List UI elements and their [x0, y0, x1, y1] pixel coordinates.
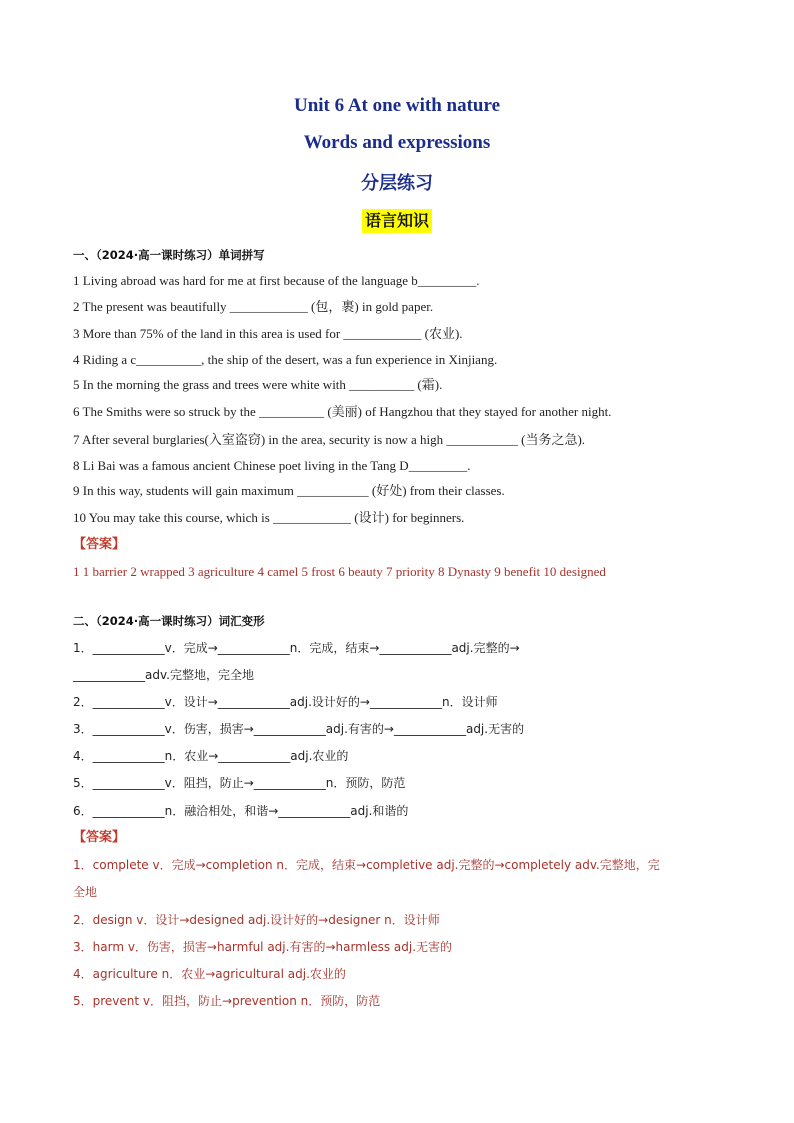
- s1-question-5: 5 In the morning the grass and trees were white with __________ (霜).: [73, 377, 443, 392]
- s1-question-8: 8 Li Bai was a famous ancient Chinese poet living in the Tang D_________.: [73, 458, 471, 473]
- section1-heading: 一、（2024·高一课时练习）单词拼写: [73, 248, 265, 262]
- unit-title: Unit 6 At one with nature: [293, 95, 501, 116]
- s2-question-2: 2．____________v．设计→____________adj.设计好的→____________n．设计师: [73, 695, 498, 709]
- s1-question-2: 2 The present was beautifully ____________ (包，裹) in gold paper.: [73, 299, 434, 314]
- s2-answer-1: 1．complete v．完成→completion n．完成，结束→completive adj.完整的→completely adv.完整地，完: [73, 858, 660, 872]
- s1-question-9: 9 In this way, students will gain maximum ___________ (好处) from their classes.: [73, 483, 505, 498]
- s2-answer-3: 3．harm v．伤害，损害→harmful adj.有害的→harmless adj.无害的: [73, 940, 453, 954]
- s1-question-6: 6 The Smiths were so struck by the __________ (美丽) of Hangzhou that they stayed for another night.: [73, 404, 612, 419]
- s2-answer-5: 5．prevent v．阻挡，防止→prevention n．预防，防范: [73, 994, 381, 1008]
- section-badge-wrap: [0, 209, 794, 233]
- subtitle: Words and expressions: [303, 132, 491, 153]
- section-badge: 语言知识: [362, 209, 432, 233]
- s1-question-10: 10 You may take this course, which is ____________ (设计) for beginners.: [73, 510, 465, 525]
- s2-question-5: 5．____________v．阻挡，防止→____________n．预防，防范: [73, 776, 406, 790]
- section2-heading: 二、（2024·高一课时练习）词汇变形: [73, 614, 265, 628]
- s1-question-4: 4 Riding a c__________, the ship of the desert, was a fun experience in Xinjiang.: [73, 352, 498, 367]
- s1-question-3: 3 More than 75% of the land in this area is used for ____________ (农业).: [73, 326, 463, 341]
- s1-answer-text: 1 1 barrier 2 wrapped 3 agriculture 4 camel 5 frost 6 beauty 7 priority 8 Dynasty 9 benefit 10 designed: [73, 564, 606, 579]
- s2-answer-4: 4．agriculture n．农业→agricultural adj.农业的: [73, 967, 346, 981]
- s2-question-6: 6．____________n．融洽相处，和谐→____________adj.和谐的: [73, 804, 409, 818]
- s2-answer-2: 2．design v．设计→designed adj.设计好的→designer n．设计师: [73, 913, 440, 927]
- s2-question-1-cont: ____________adv.完整地，完全地: [73, 668, 254, 682]
- s2-answer-label: 【答案】: [73, 830, 126, 845]
- s2-question-4: 4．____________n．农业→____________adj.农业的: [73, 749, 349, 763]
- practice-title: 分层练习: [361, 173, 433, 194]
- s1-answer-label: 【答案】: [73, 537, 126, 552]
- s2-question-3: 3．____________v．伤害，损害→____________adj.有害的→____________adj.无害的: [73, 722, 525, 736]
- s1-question-7: 7 After several burglaries(入室盗窃) in the area, security is now a high ___________ (当务之急).: [73, 432, 586, 447]
- s2-answer-1-cont: 全地: [73, 885, 98, 899]
- s1-question-1: 1 Living abroad was hard for me at first because of the language b_________.: [73, 273, 480, 288]
- s2-question-1: 1．____________v．完成→____________n．完成，结束→____________adj.完整的→: [73, 641, 520, 655]
